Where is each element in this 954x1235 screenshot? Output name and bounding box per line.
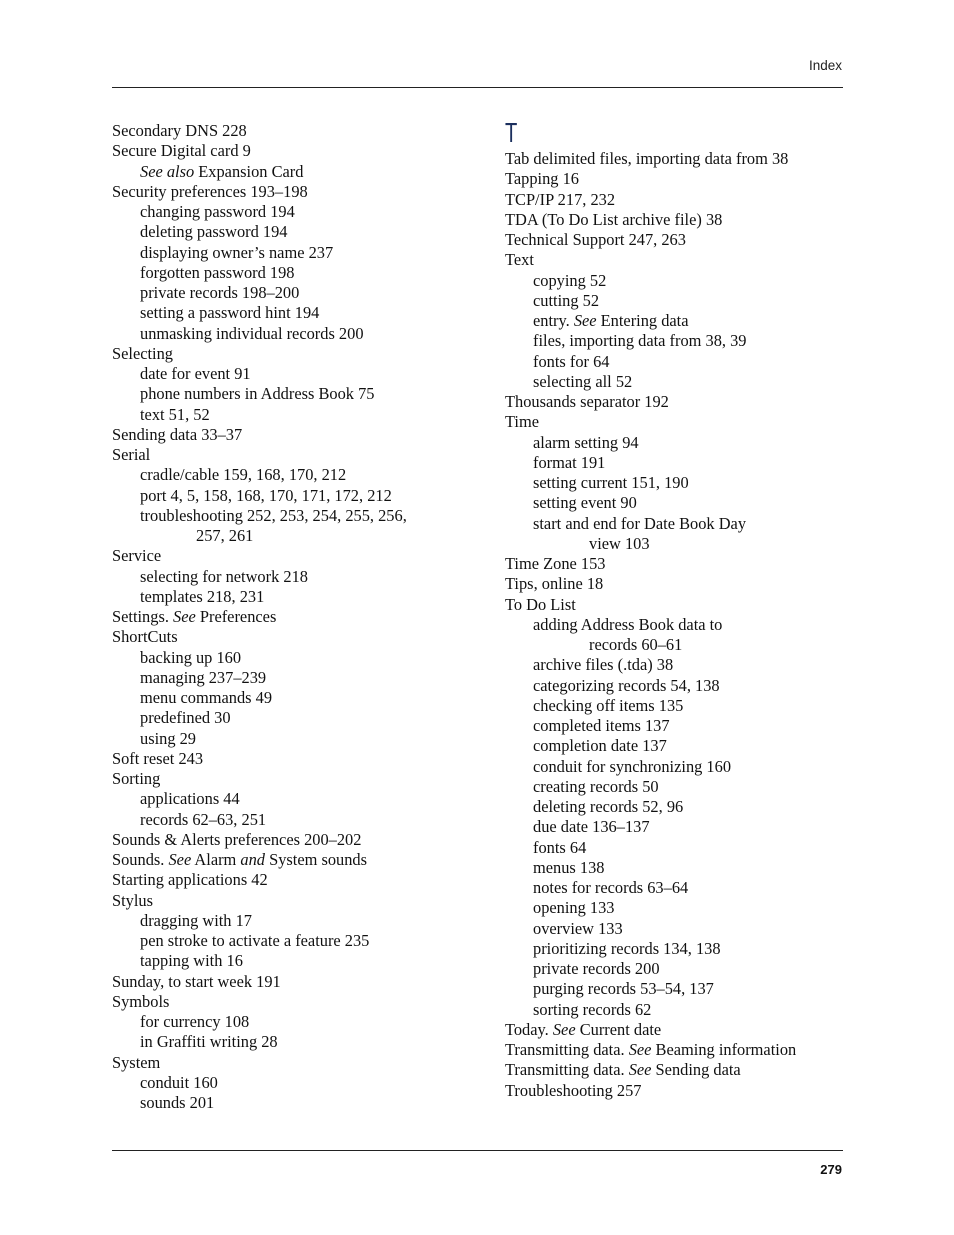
index-entry xyxy=(112,850,492,870)
entry-text: Text xyxy=(505,250,534,270)
entry-text: Stylus xyxy=(112,890,153,910)
index-subentry xyxy=(505,514,850,534)
entry-text: selecting all 52 xyxy=(533,371,633,391)
index-subentry xyxy=(505,716,850,736)
entry-text: templates 218, 231 xyxy=(140,586,265,606)
entry-text: Today. xyxy=(505,1019,553,1039)
entry-text: Settings. xyxy=(112,607,174,626)
index-entry xyxy=(112,870,492,890)
entry-text: Troubleshooting 257 xyxy=(505,1080,642,1100)
entry-text: changing password 194 xyxy=(140,202,295,221)
entry-text: for currency 108 xyxy=(140,1012,250,1031)
index-subentry xyxy=(505,534,850,554)
cross-reference-term: See xyxy=(173,607,196,626)
entry-text: checking off items 135 xyxy=(533,695,684,715)
entry-text: troubleshooting 252, 253, 254, 255, 256, xyxy=(140,505,407,525)
index-subentry xyxy=(112,668,492,688)
entry-text: text 51, 52 xyxy=(140,404,210,424)
index-entry xyxy=(505,595,850,615)
index-subentry xyxy=(505,271,850,291)
entry-text: sounds 201 xyxy=(140,1093,215,1112)
index-subentry xyxy=(505,817,850,837)
entry-text: creating records 50 xyxy=(533,776,659,796)
entry-text: Sending data xyxy=(651,1060,741,1080)
index-entry xyxy=(112,891,492,911)
index-entry xyxy=(505,1081,850,1101)
entry-text: start and end for Date Book Day xyxy=(533,513,747,533)
index-subentry xyxy=(112,405,492,425)
entry-text: Transmitting data. xyxy=(505,1040,629,1059)
index-subentry xyxy=(112,506,492,526)
index-subentry xyxy=(112,688,492,708)
entry-text: cutting 52 xyxy=(533,290,600,310)
index-subentry xyxy=(505,898,850,918)
entry-text: applications 44 xyxy=(140,789,240,809)
entry-text: notes for records 63–64 xyxy=(533,878,689,897)
index-entry xyxy=(505,392,850,412)
entry-text: prioritizing records 134, 138 xyxy=(533,938,721,958)
entry-text: ShortCuts xyxy=(112,627,178,647)
entry-text: Technical Support 247, 263 xyxy=(505,230,686,249)
index-subentry xyxy=(112,384,492,404)
index-entry xyxy=(112,182,492,202)
index-subentry xyxy=(112,202,492,222)
cross-reference-term: See xyxy=(573,311,597,330)
index-subentry xyxy=(112,222,492,242)
index-subentry xyxy=(505,655,850,675)
index-subentry xyxy=(505,352,850,372)
entry-text: categorizing records 54, 138 xyxy=(533,675,720,695)
index-subentry xyxy=(112,567,492,587)
index-entry xyxy=(505,210,850,230)
index-entry xyxy=(112,607,492,627)
index-entry xyxy=(112,972,492,992)
entry-text: Sounds. xyxy=(112,850,169,869)
entry-text: using 29 xyxy=(140,728,197,748)
index-subentry xyxy=(505,736,850,756)
entry-text: Beaming information xyxy=(651,1040,797,1059)
entry-text: TDA (To Do List archive file) 38 xyxy=(505,209,723,229)
entry-text: fonts for 64 xyxy=(533,351,610,371)
index-subentry xyxy=(112,911,492,931)
index-entry xyxy=(505,1020,850,1040)
entry-text: Secure Digital card 9 xyxy=(112,141,251,161)
index-subentry xyxy=(505,676,850,696)
entry-text: records 62–63, 251 xyxy=(140,809,267,829)
index-subentry xyxy=(505,615,850,635)
index-entry xyxy=(112,445,492,465)
index-column-left xyxy=(112,121,492,1113)
cross-reference-term: See xyxy=(628,1060,652,1080)
index-subentry xyxy=(112,486,492,506)
cross-reference-term: See also xyxy=(140,161,195,181)
entry-text: System sounds xyxy=(265,850,368,869)
entry-text: Starting applications 42 xyxy=(112,870,268,890)
entry-text: deleting password 194 xyxy=(140,222,288,242)
entry-text: files, importing data from 38, 39 xyxy=(533,331,747,351)
index-subentry xyxy=(112,789,492,809)
index-entry xyxy=(505,149,850,169)
page-number: 279 xyxy=(820,1162,842,1177)
entry-text: Serial xyxy=(112,445,151,464)
entry-text: alarm setting 94 xyxy=(533,432,639,452)
index-subentry xyxy=(505,777,850,797)
entry-text: copying 52 xyxy=(533,270,607,290)
index-entry xyxy=(112,992,492,1012)
index-entry xyxy=(112,121,492,141)
index-entry xyxy=(505,169,850,189)
index-subentry xyxy=(112,243,492,263)
index-subentry xyxy=(505,331,850,351)
entry-text: fonts 64 xyxy=(533,837,587,857)
index-subentry xyxy=(112,303,492,323)
index-subentry xyxy=(505,635,850,655)
entry-text: predefined 30 xyxy=(140,708,231,728)
entry-text: To Do List xyxy=(505,594,576,614)
entry-text: adding Address Book data to xyxy=(533,614,723,634)
index-subentry xyxy=(505,979,850,999)
entry-text: cradle/cable 159, 168, 170, 212 xyxy=(140,465,347,485)
index-subentry xyxy=(505,291,850,311)
entry-text: Tips, online 18 xyxy=(505,574,604,594)
index-subentry xyxy=(505,838,850,858)
entry-text: sorting records 62 xyxy=(533,999,652,1019)
cross-reference-term: See xyxy=(552,1019,576,1039)
entry-text: System xyxy=(112,1052,161,1072)
entry-text: private records 198–200 xyxy=(140,283,300,302)
entry-text: Preferences xyxy=(195,607,277,626)
entry-text: unmasking individual records 200 xyxy=(140,323,364,343)
index-subentry xyxy=(112,648,492,668)
entry-text: view 103 xyxy=(589,533,650,553)
entry-text: completion date 137 xyxy=(533,736,667,756)
entry-text: Sounds & Alerts preferences 200–202 xyxy=(112,829,362,849)
index-subentry xyxy=(505,473,850,493)
index-subentry xyxy=(112,263,492,283)
index-subentry xyxy=(505,696,850,716)
entry-text: Tapping 16 xyxy=(505,169,579,189)
index-subentry xyxy=(112,810,492,830)
index-entry xyxy=(112,749,492,769)
entry-text: Time xyxy=(505,412,540,432)
index-subentry xyxy=(112,324,492,344)
entry-text: Security preferences 193–198 xyxy=(112,181,308,201)
entry-text: menu commands 49 xyxy=(140,688,273,707)
entry-text: Secondary DNS 228 xyxy=(112,121,247,140)
entry-text: format 191 xyxy=(533,452,606,472)
entry-text: conduit 160 xyxy=(140,1072,218,1092)
index-entry xyxy=(112,546,492,566)
index-entry xyxy=(505,190,850,210)
entry-text: due date 136–137 xyxy=(533,817,650,837)
index-entry xyxy=(112,141,492,161)
index-subentry xyxy=(505,493,850,513)
index-subentry xyxy=(505,858,850,878)
entry-text: opening 133 xyxy=(533,898,615,918)
entry-text: conduit for synchronizing 160 xyxy=(533,756,732,776)
index-entry xyxy=(505,1040,850,1060)
entry-text: dragging with 17 xyxy=(140,910,252,930)
index-subentry xyxy=(112,951,492,971)
index-entry xyxy=(112,425,492,445)
entry-text: records 60–61 xyxy=(589,635,683,654)
index-subentry xyxy=(505,878,850,898)
entry-text: Sending data 33–37 xyxy=(112,424,243,444)
index-subentry xyxy=(112,364,492,384)
index-subentry xyxy=(112,931,492,951)
index-entry xyxy=(505,1060,850,1080)
index-subentry xyxy=(505,453,850,473)
entry-text: Current date xyxy=(575,1019,662,1039)
index-subentry xyxy=(112,465,492,485)
index-subentry xyxy=(505,939,850,959)
index-entry xyxy=(505,250,850,270)
entry-text: overview 133 xyxy=(533,918,623,938)
entry-text: Alarm xyxy=(191,850,241,869)
entry-text: purging records 53–54, 137 xyxy=(533,979,714,999)
entry-text: Transmitting data. xyxy=(505,1060,629,1080)
entry-text: private records 200 xyxy=(533,959,660,978)
entry-text: completed items 137 xyxy=(533,716,670,735)
index-entry xyxy=(112,769,492,789)
index-subentry xyxy=(505,959,850,979)
section-letter-heading: T xyxy=(505,117,518,148)
entry-text: Tab delimited files, importing data from 38 xyxy=(505,149,789,168)
footer-rule xyxy=(112,1150,843,1151)
index-subentry xyxy=(505,1000,850,1020)
entry-text: entry. xyxy=(533,311,574,330)
entry-text: TCP/IP 217, 232 xyxy=(505,189,616,209)
index-subentry xyxy=(112,1012,492,1032)
index-subentry xyxy=(505,433,850,453)
index-subentry xyxy=(505,372,850,392)
entry-text: archive files (.tda) 38 xyxy=(533,655,674,675)
entry-text: pen stroke to activate a feature 235 xyxy=(140,931,370,950)
index-column-right xyxy=(505,149,850,1101)
index-subentry xyxy=(112,283,492,303)
header-rule xyxy=(112,87,843,88)
entry-text: Soft reset 243 xyxy=(112,748,204,768)
index-subentry xyxy=(112,1073,492,1093)
entry-text: Entering data xyxy=(596,311,689,330)
entry-text: setting event 90 xyxy=(533,493,637,513)
entry-text: displaying owner’s name 237 xyxy=(140,242,334,262)
index-subentry xyxy=(505,797,850,817)
entry-text: 257, 261 xyxy=(196,526,254,545)
entry-text: phone numbers in Address Book 75 xyxy=(140,384,375,404)
entry-text: selecting for network 218 xyxy=(140,566,308,586)
entry-text: backing up 160 xyxy=(140,647,242,667)
entry-text: setting a password hint 194 xyxy=(140,303,320,323)
entry-text: forgotten password 198 xyxy=(140,262,295,282)
index-subentry xyxy=(505,919,850,939)
index-entry xyxy=(112,627,492,647)
index-entry xyxy=(112,1053,492,1073)
entry-text: in Graffiti writing 28 xyxy=(140,1032,278,1052)
entry-text: Expansion Card xyxy=(194,161,304,181)
index-entry xyxy=(505,574,850,594)
index-entry xyxy=(505,230,850,250)
index-entry xyxy=(112,830,492,850)
index-subentry xyxy=(112,729,492,749)
index-entry xyxy=(112,344,492,364)
index-subentry xyxy=(112,708,492,728)
entry-text: Sorting xyxy=(112,769,161,788)
cross-reference-term: See xyxy=(628,1040,652,1059)
entry-text: Sunday, to start week 191 xyxy=(112,971,281,991)
index-subentry xyxy=(112,587,492,607)
entry-text: managing 237–239 xyxy=(140,667,267,687)
index-subentry xyxy=(112,162,492,182)
cross-reference-term: See xyxy=(168,850,192,869)
index-subentry xyxy=(505,311,850,331)
cross-reference-term: and xyxy=(240,850,265,869)
index-subentry xyxy=(112,526,492,546)
entry-text: port 4, 5, 158, 168, 170, 171, 172, 212 xyxy=(140,485,392,505)
index-entry xyxy=(505,412,850,432)
entry-text: date for event 91 xyxy=(140,364,251,383)
entry-text: Symbols xyxy=(112,991,170,1011)
entry-text: setting current 151, 190 xyxy=(533,473,689,492)
index-subentry xyxy=(112,1032,492,1052)
index-subentry xyxy=(112,1093,492,1113)
entry-text: Selecting xyxy=(112,343,173,363)
entry-text: tapping with 16 xyxy=(140,951,243,971)
entry-text: Thousands separator 192 xyxy=(505,392,669,411)
entry-text: deleting records 52, 96 xyxy=(533,797,684,816)
entry-text: menus 138 xyxy=(533,857,605,877)
index-subentry xyxy=(505,757,850,777)
entry-text: Time Zone 153 xyxy=(505,554,606,573)
running-header: Index xyxy=(808,58,842,73)
index-entry xyxy=(505,554,850,574)
entry-text: Service xyxy=(112,546,162,566)
